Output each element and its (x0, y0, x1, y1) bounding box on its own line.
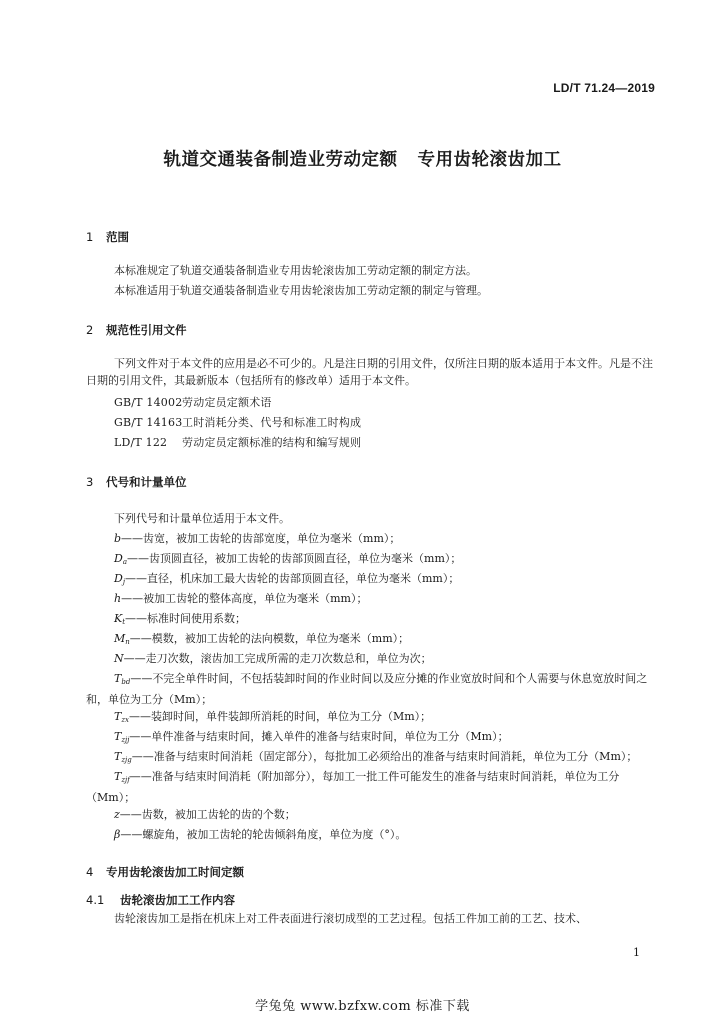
definition-n: N——走刀次数，滚齿加工完成所需的走刀次数总和，单位为次； (114, 652, 432, 665)
section-2-heading: 2 规范性引用文件 (86, 323, 187, 337)
definition-tzjf: $T_{zjf}——$准备与结束时间消耗（附加部分），每加工一批工件可能发生的准备与结束时间消耗，单位为工分（Mm）； (86, 770, 620, 804)
standard-number: LD/T 71.24—2019 (553, 81, 655, 95)
definition-tbd: $T_{bd}——$不完全单件时间，不包括装卸时间的作业时间以及应分摊的作业宽放时间和个人需要与休息宽放时间之和，单位为工分（Mm）； (86, 672, 648, 706)
reference-item: LD/T 122 劳动定员定额标准的结构和编写规则 (114, 436, 362, 449)
section-3-intro: 下列代号和计量单位适用于本文件。 (114, 512, 290, 525)
definition-tzjj: $T_{zjj}——$单件准备与结束时间，摊入单件的准备与结束时间，单位为工分（Mm）； (114, 730, 509, 744)
definition-z: z——齿数，被加工齿轮的齿的个数； (114, 808, 296, 821)
title-part-2: 专用齿轮滚齿加工 (417, 150, 562, 170)
watermark-footer: 学兔兔 www.bzfxw.com 标准下载 (255, 999, 470, 1014)
definition-da: $D_a——$齿顶圆直径，被加工齿轮的齿部顶圆直径，单位为毫米（mm）； (114, 552, 462, 566)
reference-item: GB/T 14163工时消耗分类、代号和标准工时构成 (114, 416, 362, 429)
section-1-para-2: 本标准适用于轨道交通装备制造业专用齿轮滚齿加工劳动定额的制定与管理。 (114, 284, 488, 297)
section-4-1-heading: 4.1 齿轮滚齿加工工作内容 (86, 893, 235, 907)
definition-mn: $M_n——$模数，被加工齿轮的法向模数，单位为毫米（mm）； (114, 632, 410, 646)
section-3-heading: 3 代号和计量单位 (86, 475, 187, 489)
reference-item: GB/T 14002劳动定员定额术语 (114, 396, 272, 409)
section-1-heading: 1 范围 (86, 230, 129, 244)
definition-dj: $D_j——$直径，机床加工最大齿轮的齿部顶圆直径，单位为毫米（mm）； (114, 572, 460, 586)
document-title (0, 146, 725, 171)
definition-b: b——齿宽，被加工齿轮的齿部宽度，单位为毫米（mm）； (114, 532, 401, 545)
page-number: 1 (633, 946, 640, 959)
definition-tzjg: $T_{zjg}——$准备与结束时间消耗（固定部分），每批加工必须给出的准备与结束时间消耗，单位为工分（Mm）； (114, 750, 638, 764)
section-4-1-para: 齿轮滚齿加工是指在机床上对工件表面进行滚切成型的工艺过程。包括工件加工前的工艺、技术、 (114, 912, 587, 925)
definition-h: h——被加工齿轮的整体高度，单位为毫米（mm）； (114, 592, 368, 605)
section-2-intro: 下列文件对于本文件的应用是必不可少的。凡是注日期的引用文件，仅所注日期的版本适用于本文件。凡是不注日期的引用文件，其最新版本（包括所有的修改单）适用于本文件。 (86, 357, 653, 387)
section-4-heading: 4 专用齿轮滚齿加工时间定额 (86, 865, 244, 879)
definition-tzx: $T_{zx}——$装卸时间，单件装卸所消耗的时间，单位为工分（Mm）； (114, 710, 432, 724)
definition-kt: $K_t——$标准时间使用系数； (114, 612, 247, 626)
definition-beta: β——螺旋角，被加工齿轮的轮齿倾斜角度，单位为度（°）。 (114, 828, 407, 841)
section-1-para-1: 本标准规定了轨道交通装备制造业专用齿轮滚齿加工劳动定额的制定方法。 (114, 264, 477, 277)
title-part-1: 轨道交通装备制造业劳动定额 (163, 150, 398, 170)
